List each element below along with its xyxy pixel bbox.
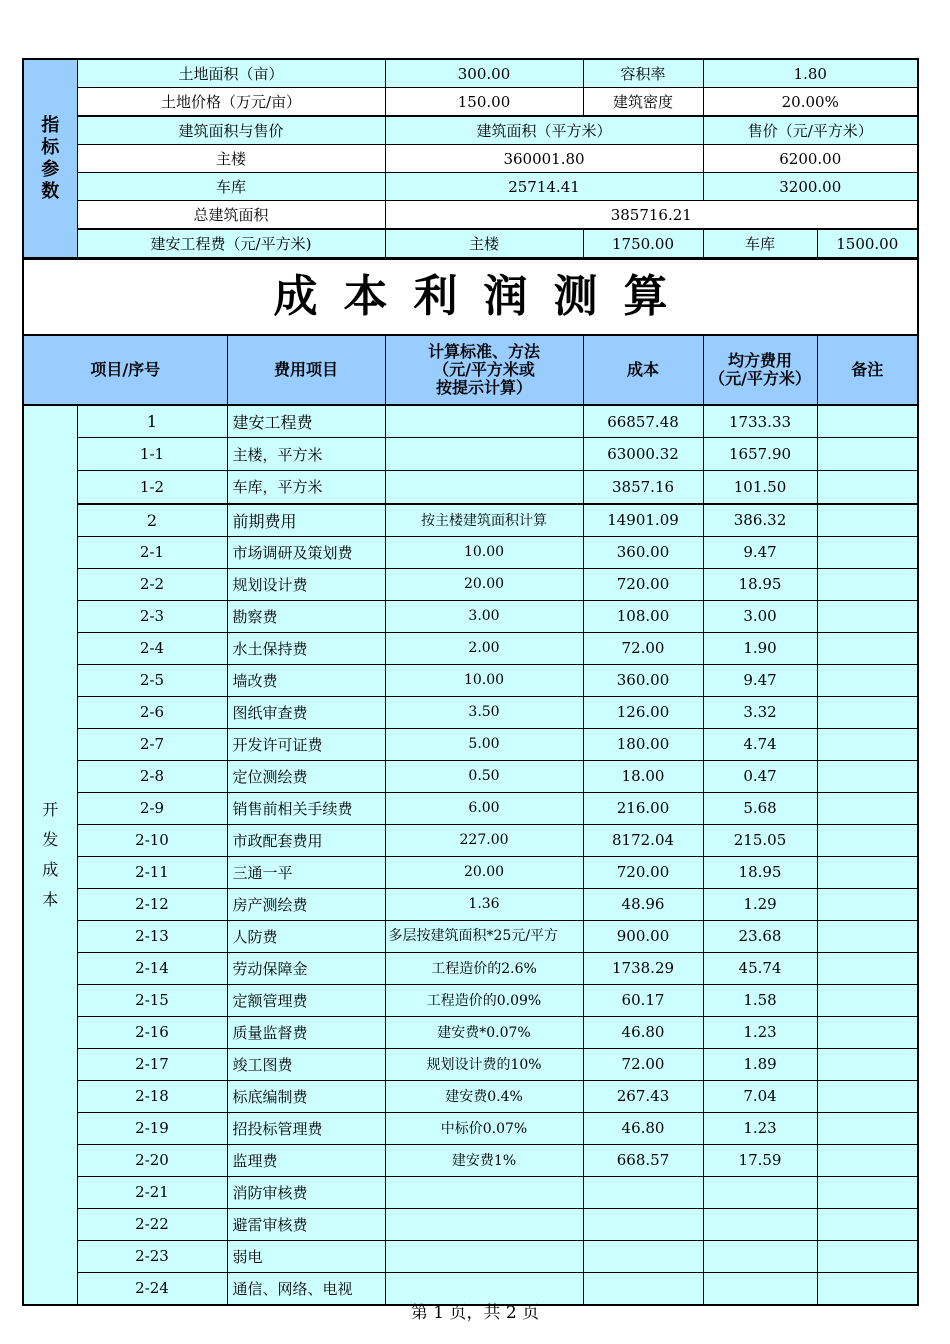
table-row (23, 568, 918, 600)
density-label: 建筑密度 (583, 88, 703, 117)
row-expense-name: 销售前相关手续费 (227, 792, 385, 824)
total-area-label: 总建筑面积 (77, 201, 385, 230)
row-method: 2.00 (385, 632, 583, 664)
far-label: 容积率 (583, 59, 703, 88)
row-unit-cost: 1657.90 (703, 438, 817, 471)
row-method: 5.00 (385, 728, 583, 760)
section-label: 开发成本 (23, 405, 77, 1305)
row-expense-name: 监理费 (227, 1144, 385, 1176)
row-number: 2-22 (77, 1208, 227, 1240)
row-cost: 900.00 (583, 920, 703, 952)
table-row (23, 1016, 918, 1048)
construction-cost-label: 建安工程费（元/平方米) (77, 229, 385, 258)
cc-main-value: 1750.00 (583, 229, 703, 258)
row-number: 2-1 (77, 536, 227, 568)
row-remark (817, 856, 918, 888)
row-expense-name: 避雷审核费 (227, 1208, 385, 1240)
area-price-label: 建筑面积与售价 (77, 116, 385, 145)
row-expense-name: 定额管理费 (227, 984, 385, 1016)
row-cost: 63000.32 (583, 438, 703, 471)
row-number: 2-6 (77, 696, 227, 728)
row-cost: 360.00 (583, 536, 703, 568)
row-method: 建安费1% (385, 1144, 583, 1176)
row-expense-name: 竣工图费 (227, 1048, 385, 1080)
row-method: 0.50 (385, 760, 583, 792)
row-unit-cost: 18.95 (703, 568, 817, 600)
row-method (385, 1240, 583, 1272)
garage-area: 25714.41 (385, 173, 703, 201)
cc-garage-label: 车库 (703, 229, 817, 258)
row-method: 中标价0.07% (385, 1112, 583, 1144)
table-row (23, 504, 918, 537)
row-unit-cost: 9.47 (703, 664, 817, 696)
row-number: 2 (77, 504, 227, 537)
row-expense-name: 开发许可证费 (227, 728, 385, 760)
header-cost: 成本 (583, 336, 703, 406)
row-expense-name: 规划设计费 (227, 568, 385, 600)
row-remark (817, 1112, 918, 1144)
row-remark (817, 1016, 918, 1048)
row-expense-name: 通信、网络、电视 (227, 1272, 385, 1305)
row-number: 2-19 (77, 1112, 227, 1144)
row-method: 20.00 (385, 568, 583, 600)
header-method: 计算标准、方法 （元/平方米或 按提示计算） (385, 336, 583, 406)
density-value: 20.00% (703, 88, 918, 117)
row-expense-name: 前期费用 (227, 504, 385, 537)
table-row (23, 536, 918, 568)
total-area-value: 385716.21 (385, 201, 918, 230)
row-cost: 18.00 (583, 760, 703, 792)
row-remark (817, 984, 918, 1016)
row-remark (817, 696, 918, 728)
table-row (23, 984, 918, 1016)
row-unit-cost: 18.95 (703, 856, 817, 888)
row-cost: 360.00 (583, 664, 703, 696)
row-cost: 1738.29 (583, 952, 703, 984)
row-unit-cost: 23.68 (703, 920, 817, 952)
row-number: 1-1 (77, 438, 227, 471)
land-area-value: 300.00 (385, 59, 583, 88)
row-unit-cost: 1.23 (703, 1016, 817, 1048)
row-unit-cost: 1.58 (703, 984, 817, 1016)
page-footer: 第 1 页，共 2 页 (410, 1303, 540, 1323)
row-expense-name: 弱电 (227, 1240, 385, 1272)
row-unit-cost (703, 1240, 817, 1272)
row-number: 2-8 (77, 760, 227, 792)
area-col-label: 建筑面积（平方米） (385, 116, 703, 145)
row-method: 3.00 (385, 600, 583, 632)
row-remark (817, 952, 918, 984)
row-cost: 108.00 (583, 600, 703, 632)
row-remark (817, 1048, 918, 1080)
row-remark (817, 536, 918, 568)
row-remark (817, 1208, 918, 1240)
row-unit-cost: 4.74 (703, 728, 817, 760)
row-number: 2-15 (77, 984, 227, 1016)
row-remark (817, 405, 918, 438)
row-number: 2-14 (77, 952, 227, 984)
row-number: 2-4 (77, 632, 227, 664)
row-number: 2-13 (77, 920, 227, 952)
row-expense-name: 建安工程费 (227, 405, 385, 438)
row-method (385, 438, 583, 471)
table-row (23, 952, 918, 984)
row-number: 2-2 (77, 568, 227, 600)
row-remark (817, 568, 918, 600)
params-side-label: 指标参数 (23, 59, 77, 258)
row-number: 2-17 (77, 1048, 227, 1080)
page-title: 成本利润测算 (273, 271, 694, 322)
main-building-label: 主楼 (77, 145, 385, 173)
row-expense-name: 劳动保障金 (227, 952, 385, 984)
table-row (23, 1048, 918, 1080)
land-area-label: 土地面积（亩） (77, 59, 385, 88)
garage-label: 车库 (77, 173, 385, 201)
table-row (23, 405, 918, 438)
title-box (22, 259, 919, 335)
row-remark (817, 824, 918, 856)
row-remark (817, 1080, 918, 1112)
row-unit-cost (703, 1176, 817, 1208)
table-row (23, 1144, 918, 1176)
main-building-price: 6200.00 (703, 145, 918, 173)
table-row (23, 1176, 918, 1208)
row-expense-name: 市场调研及策划费 (227, 536, 385, 568)
row-method: 规划设计费的10% (385, 1048, 583, 1080)
row-number: 2-23 (77, 1240, 227, 1272)
row-cost (583, 1208, 703, 1240)
table-row (23, 1112, 918, 1144)
row-method: 6.00 (385, 792, 583, 824)
row-cost: 72.00 (583, 632, 703, 664)
table-row (23, 696, 918, 728)
table-row (23, 728, 918, 760)
row-expense-name: 标底编制费 (227, 1080, 385, 1112)
row-cost: 216.00 (583, 792, 703, 824)
row-expense-name: 水土保持费 (227, 632, 385, 664)
land-price-label: 土地价格（万元/亩） (77, 88, 385, 117)
header-remark: 备注 (817, 336, 918, 406)
row-unit-cost: 1733.33 (703, 405, 817, 438)
row-method: 10.00 (385, 536, 583, 568)
row-number: 2-16 (77, 1016, 227, 1048)
table-row (23, 471, 918, 504)
header-expense: 费用项目 (227, 336, 385, 406)
row-cost: 46.80 (583, 1112, 703, 1144)
row-expense-name: 勘察费 (227, 600, 385, 632)
garage-price: 3200.00 (703, 173, 918, 201)
row-unit-cost: 45.74 (703, 952, 817, 984)
row-cost: 60.17 (583, 984, 703, 1016)
row-number: 2-24 (77, 1272, 227, 1305)
table-row (23, 792, 918, 824)
row-remark (817, 600, 918, 632)
row-cost: 3857.16 (583, 471, 703, 504)
row-expense-name: 车库，平方米 (227, 471, 385, 504)
row-unit-cost: 215.05 (703, 824, 817, 856)
row-unit-cost: 386.32 (703, 504, 817, 537)
row-method (385, 471, 583, 504)
row-method: 工程造价的2.6% (385, 952, 583, 984)
row-remark (817, 1176, 918, 1208)
table-row (23, 1080, 918, 1112)
row-unit-cost: 17.59 (703, 1144, 817, 1176)
cc-garage-value: 1500.00 (817, 229, 918, 258)
row-method: 建安费*0.07% (385, 1016, 583, 1048)
row-method: 工程造价的0.09% (385, 984, 583, 1016)
row-number: 2-20 (77, 1144, 227, 1176)
row-cost: 126.00 (583, 696, 703, 728)
row-method: 3.50 (385, 696, 583, 728)
row-cost: 180.00 (583, 728, 703, 760)
row-unit-cost: 1.23 (703, 1112, 817, 1144)
row-cost: 668.57 (583, 1144, 703, 1176)
row-number: 2-21 (77, 1176, 227, 1208)
row-number: 1 (77, 405, 227, 438)
row-unit-cost: 3.00 (703, 600, 817, 632)
row-expense-name: 市政配套费用 (227, 824, 385, 856)
row-method: 227.00 (385, 824, 583, 856)
row-expense-name: 人防费 (227, 920, 385, 952)
row-unit-cost: 101.50 (703, 471, 817, 504)
row-expense-name: 三通一平 (227, 856, 385, 888)
table-row (23, 1240, 918, 1272)
header-item-no: 项目/序号 (23, 336, 227, 406)
table-row (23, 664, 918, 696)
row-remark (817, 920, 918, 952)
row-cost (583, 1176, 703, 1208)
row-unit-cost: 1.29 (703, 888, 817, 920)
row-method: 10.00 (385, 664, 583, 696)
main-building-area: 360001.80 (385, 145, 703, 173)
table-row (23, 632, 918, 664)
row-method: 按主楼建筑面积计算 (385, 504, 583, 537)
row-cost: 14901.09 (583, 504, 703, 537)
price-col-label: 售价（元/平方米） (703, 116, 918, 145)
parameters-table (22, 58, 919, 259)
row-cost: 267.43 (583, 1080, 703, 1112)
row-number: 2-5 (77, 664, 227, 696)
row-unit-cost: 3.32 (703, 696, 817, 728)
row-remark (817, 504, 918, 537)
table-row (23, 920, 918, 952)
table-row (23, 760, 918, 792)
row-number: 2-12 (77, 888, 227, 920)
row-number: 2-10 (77, 824, 227, 856)
row-remark (817, 632, 918, 664)
far-value: 1.80 (703, 59, 918, 88)
row-cost: 720.00 (583, 856, 703, 888)
row-method: 建安费0.4% (385, 1080, 583, 1112)
row-remark (817, 728, 918, 760)
row-cost: 72.00 (583, 1048, 703, 1080)
row-cost: 8172.04 (583, 824, 703, 856)
row-unit-cost (703, 1208, 817, 1240)
row-unit-cost: 9.47 (703, 536, 817, 568)
row-unit-cost: 0.47 (703, 760, 817, 792)
row-cost (583, 1240, 703, 1272)
row-remark (817, 1144, 918, 1176)
row-method: 20.00 (385, 856, 583, 888)
row-unit-cost: 1.89 (703, 1048, 817, 1080)
row-unit-cost: 5.68 (703, 792, 817, 824)
header-unit-cost: 均方费用 （元/平方米） (703, 336, 817, 406)
table-row (23, 600, 918, 632)
land-price-value: 150.00 (385, 88, 583, 117)
row-number: 2-7 (77, 728, 227, 760)
table-row (23, 824, 918, 856)
cost-table (22, 335, 919, 1306)
row-cost: 48.96 (583, 888, 703, 920)
table-row (23, 888, 918, 920)
row-cost: 46.80 (583, 1016, 703, 1048)
row-method (385, 405, 583, 438)
row-expense-name: 房产测绘费 (227, 888, 385, 920)
row-expense-name: 招投标管理费 (227, 1112, 385, 1144)
row-remark (817, 471, 918, 504)
cc-main-label: 主楼 (385, 229, 583, 258)
row-number: 2-18 (77, 1080, 227, 1112)
row-unit-cost: 1.90 (703, 632, 817, 664)
row-remark (817, 888, 918, 920)
row-remark (817, 664, 918, 696)
row-cost: 66857.48 (583, 405, 703, 438)
row-expense-name: 墙改费 (227, 664, 385, 696)
row-cost: 720.00 (583, 568, 703, 600)
row-method: 1.36 (385, 888, 583, 920)
row-unit-cost: 7.04 (703, 1080, 817, 1112)
row-expense-name: 主楼，平方米 (227, 438, 385, 471)
row-remark (817, 760, 918, 792)
row-remark (817, 438, 918, 471)
row-expense-name: 消防审核费 (227, 1176, 385, 1208)
row-remark (817, 792, 918, 824)
row-expense-name: 质量监督费 (227, 1016, 385, 1048)
row-method: 多层按建筑面积*25元/平方 (385, 920, 583, 952)
row-number: 1-2 (77, 471, 227, 504)
row-method (385, 1176, 583, 1208)
row-method (385, 1208, 583, 1240)
row-remark (817, 1240, 918, 1272)
row-number: 2-9 (77, 792, 227, 824)
table-row (23, 1208, 918, 1240)
row-expense-name: 定位测绘费 (227, 760, 385, 792)
row-expense-name: 图纸审查费 (227, 696, 385, 728)
table-row (23, 438, 918, 471)
row-number: 2-3 (77, 600, 227, 632)
table-row (23, 856, 918, 888)
row-number: 2-11 (77, 856, 227, 888)
